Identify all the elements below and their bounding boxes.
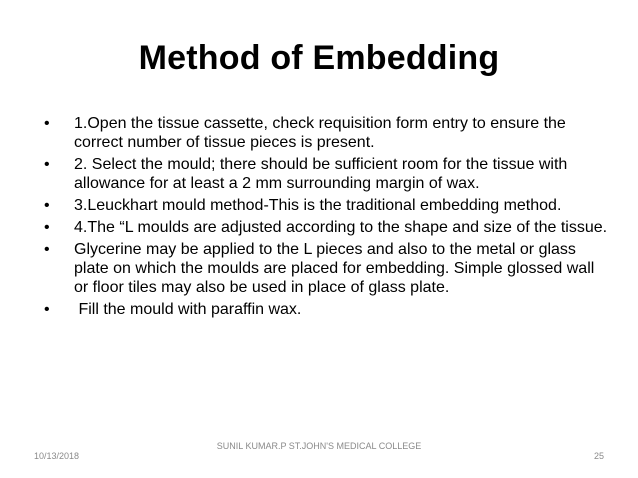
footer-date: 10/13/2018: [34, 451, 80, 461]
bullet-item: [44, 240, 608, 297]
bullet-list: [44, 114, 608, 322]
bullet-text: Glycerine may be applied to the L pieces and also to the metal or glass plate on which the moulds are placed for embedding. Simple glossed wall or floor tiles may also be used in place of glass plate.: [74, 241, 595, 296]
bullet-text: 2. Select the mould; there should be sufficient room for the tissue with allowance for at least a 2 mm surrounding margin of wax.: [74, 156, 568, 192]
bullet-item: [44, 196, 608, 215]
bullet-icon: •: [44, 197, 50, 214]
bullet-text: Fill the mould with paraffin wax.: [74, 301, 302, 318]
bullet-icon: •: [44, 115, 50, 132]
bullet-item: [44, 300, 608, 319]
bullet-icon: •: [44, 241, 50, 258]
bullet-text: 1.Open the tissue cassette, check requisition form entry to ensure the correct number of tissue pieces is present.: [74, 115, 566, 151]
slide-title: Method of Embedding: [138, 39, 500, 77]
bullet-text: 3.Leuckhart mould method-This is the traditional embedding method.: [74, 197, 562, 214]
bullet-item: [44, 114, 608, 152]
bullet-item: [44, 218, 608, 237]
page-number: 25: [593, 451, 604, 461]
bullet-icon: •: [44, 219, 50, 236]
bullet-item: [44, 155, 608, 193]
bullet-icon: •: [44, 301, 50, 318]
bullet-text: 4.The “L moulds are adjusted according to the shape and size of the tissue.: [74, 219, 608, 236]
bullet-icon: •: [44, 156, 50, 173]
footer-author: SUNIL KUMAR.P ST.JOHN'S MEDICAL COLLEGE: [216, 441, 422, 451]
